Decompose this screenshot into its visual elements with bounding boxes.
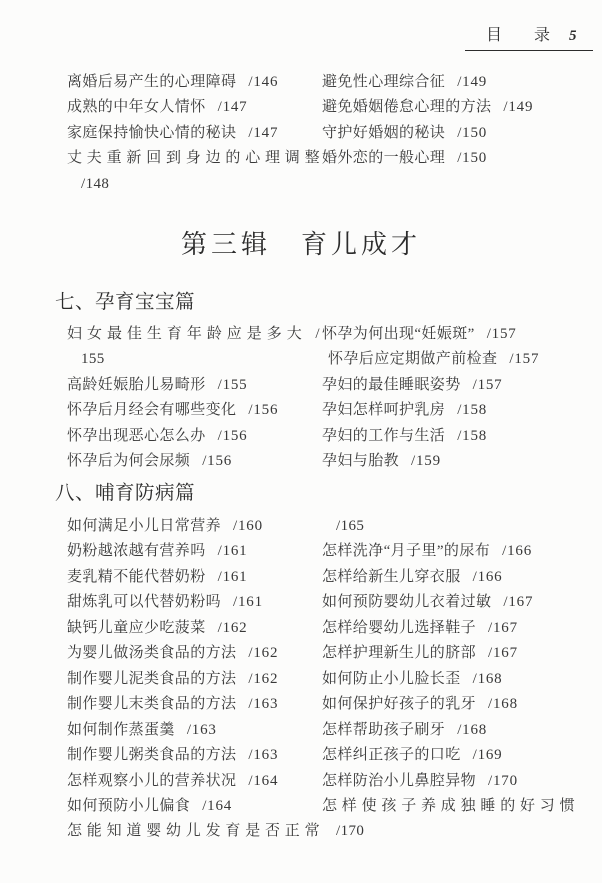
toc-entry	[322, 373, 575, 398]
toc-entry-title: 避免性心理综合征	[322, 74, 446, 90]
toc-entry	[67, 514, 320, 539]
toc-entry-page: /166	[472, 568, 503, 585]
toc-entry-title: 怎样帮助孩子刷牙	[322, 721, 446, 738]
toc-entry-title: 怎样纠正孩子的口吃	[322, 747, 461, 764]
toc-entry	[322, 819, 575, 844]
toc-block-section-8	[67, 514, 577, 845]
toc-entry-title: 怀孕出现恶心怎么办	[67, 427, 206, 444]
toc-entry-page: /168	[472, 670, 503, 687]
toc-entry	[322, 769, 575, 794]
toc-entry-title: 高龄妊娠胎儿易畸形	[67, 376, 206, 393]
toc-entry	[322, 146, 575, 171]
toc-entry	[67, 565, 320, 590]
toc-entry-page: /150	[457, 150, 488, 167]
section-title-7: 七、孕育宝宝篇	[55, 292, 196, 313]
toc-entry-page: /160	[233, 518, 263, 534]
toc-entry	[322, 718, 575, 743]
header-title-char-lu: 录	[534, 27, 551, 44]
toc-entry	[322, 641, 575, 666]
toc-entry	[67, 322, 320, 347]
toc-entry	[67, 121, 320, 146]
toc-entry-title: 怀孕为何出现“妊娠斑”	[322, 326, 475, 342]
toc-entry-title: 如何预防婴幼儿衣着过敏	[322, 594, 492, 611]
toc-entry-title: 孕妇怎样呵护乳房	[322, 402, 446, 419]
toc-entry-page: /163	[248, 696, 279, 713]
toc-entry	[322, 95, 575, 120]
toc-entry	[322, 794, 575, 819]
toc-entry-title: /148	[81, 175, 110, 192]
toc-entry-title: 制作婴儿末类食品的方法	[67, 696, 237, 713]
toc-entry-page: /147	[217, 99, 248, 116]
toc-entry	[322, 347, 575, 372]
toc-entry	[322, 449, 575, 474]
toc-entry-title: 妇女最佳生育年龄应是多大 /	[67, 326, 320, 342]
toc-entry-title: 奶粉越浓越有营养吗	[67, 543, 206, 560]
toc-entry	[67, 667, 320, 692]
toc-entry-page: /157	[509, 351, 540, 368]
toc-entry-title: 离婚后易产生的心理障碍	[67, 74, 237, 90]
toc-entry-title: 如何制作蒸蛋羹	[67, 721, 175, 738]
toc-entry-title: 如何防止小儿脸长歪	[322, 670, 461, 687]
toc-entry-page: /167	[503, 594, 534, 611]
toc-entry	[67, 819, 320, 844]
toc-entry-page: /164	[202, 797, 233, 814]
toc-entry-page: /158	[457, 402, 488, 419]
toc-entry	[67, 743, 320, 768]
toc-entry	[322, 398, 575, 423]
toc-entry	[67, 347, 320, 372]
toc-entry-page: /163	[186, 721, 217, 738]
toc-entry-title: /170	[336, 823, 365, 840]
toc-entry-title: 丈夫重新回到身边的心理调整	[67, 150, 320, 167]
toc-entry	[322, 590, 575, 615]
toc-entry-page: /168	[457, 721, 488, 738]
toc-entry-page: /167	[488, 619, 518, 636]
toc-entry-page: /161	[233, 594, 263, 611]
toc-entry-title: 如何预防小儿偏食	[67, 797, 191, 814]
toc-entry-page: /156	[202, 453, 233, 470]
toc-entry	[67, 70, 320, 95]
toc-entry-page: /168	[488, 696, 518, 713]
toc-entry-title: 守护好婚姻的秘诀	[322, 124, 446, 141]
toc-entry	[322, 667, 575, 692]
toc-entry	[67, 794, 320, 819]
toc-entry-page: /156	[217, 427, 248, 444]
toc-entry-page: /156	[248, 402, 279, 419]
toc-entry	[67, 539, 320, 564]
toc-entry-title: 麦乳精不能代替奶粉	[67, 568, 206, 585]
toc-entry-title: 怀孕后应定期做产前检查	[328, 351, 498, 368]
toc-entry-page: /161	[217, 543, 248, 560]
toc-column-right	[322, 70, 575, 172]
toc-entry-title: 为婴儿做汤类食品的方法	[67, 645, 237, 662]
header-page-number: 5	[569, 28, 577, 44]
toc-entry	[67, 718, 320, 743]
toc-entry-page: /150	[457, 124, 488, 141]
toc-entry-title: 怎样护理新生儿的脐部	[322, 645, 477, 662]
toc-entry-page: /149	[503, 99, 534, 116]
toc-entry-title: 缺钙儿童应少吃菠菜	[67, 619, 206, 636]
toc-entry	[67, 590, 320, 615]
toc-entry	[322, 692, 575, 717]
toc-entry-page: /170	[488, 772, 518, 789]
toc-entry-title: /165	[336, 518, 365, 534]
toc-entry	[67, 172, 320, 197]
toc-entry	[67, 692, 320, 717]
toc-entry	[67, 373, 320, 398]
toc-entry-title: 怎样给婴幼儿选择鞋子	[322, 619, 477, 636]
toc-entry-title: 155	[81, 351, 105, 368]
toc-entry-page: /155	[217, 376, 248, 393]
toc-entry	[322, 424, 575, 449]
toc-entry-title: 婚外恋的一般心理	[322, 150, 446, 167]
section-title-8: 八、哺育防病篇	[55, 483, 196, 504]
toc-block-previous-section	[67, 70, 577, 197]
toc-entry	[67, 95, 320, 120]
toc-entry-page: /164	[248, 772, 279, 789]
toc-entry-title: 怎样防治小儿鼻腔异物	[322, 772, 477, 789]
toc-entry-title: 怎能知道婴幼儿发育是否正常	[67, 823, 320, 840]
toc-entry-title: 孕妇的工作与生活	[322, 427, 446, 444]
toc-column-right	[322, 322, 575, 475]
toc-column-left	[67, 70, 320, 197]
page-header	[465, 22, 593, 51]
toc-entry-title: 怎样给新生儿穿衣服	[322, 568, 461, 585]
toc-entry	[322, 565, 575, 590]
toc-entry	[67, 398, 320, 423]
toc-entry	[67, 769, 320, 794]
toc-entry-title: 孕妇的最佳睡眠姿势	[322, 376, 461, 393]
toc-entry	[67, 146, 320, 171]
toc-entry-page: /169	[472, 747, 503, 764]
toc-entry-page: /158	[457, 427, 488, 444]
toc-entry-page: /163	[248, 747, 279, 764]
toc-entry-title: 怎样洗净“月子里”的尿布	[322, 543, 491, 560]
toc-entry-title: 孕妇与胎教	[322, 453, 400, 470]
toc-entry-page: /167	[488, 645, 518, 662]
toc-entry-page: /159	[411, 453, 441, 470]
toc-entry-page: /146	[248, 74, 279, 90]
toc-entry-page: /161	[217, 568, 248, 585]
toc-entry	[322, 514, 575, 539]
toc-entry	[322, 70, 575, 95]
toc-entry	[67, 641, 320, 666]
toc-entry-page: /162	[248, 670, 279, 687]
toc-entry-page: /162	[248, 645, 279, 662]
toc-entry	[322, 322, 575, 347]
toc-entry	[322, 616, 575, 641]
toc-block-section-7	[67, 322, 577, 475]
toc-entry-page: /162	[217, 619, 248, 636]
toc-column-right	[322, 514, 575, 845]
toc-column-left	[67, 322, 320, 475]
toc-entry-page: /147	[248, 124, 279, 141]
toc-entry	[322, 539, 575, 564]
part-title: 第三辑 育儿成才	[180, 230, 421, 259]
toc-entry	[67, 424, 320, 449]
toc-entry-title: 怀孕后为何会尿频	[67, 453, 191, 470]
toc-entry-page: /157	[486, 326, 517, 342]
toc-entry-title: 甜炼乳可以代替奶粉吗	[67, 594, 222, 611]
toc-entry-page: /149	[457, 74, 488, 90]
toc-entry	[322, 743, 575, 768]
toc-entry-title: 避免婚姻倦怠心理的方法	[322, 99, 492, 116]
toc-entry-title: 制作婴儿泥类食品的方法	[67, 670, 237, 687]
toc-entry-title: 如何保护好孩子的乳牙	[322, 696, 477, 713]
toc-entry	[67, 449, 320, 474]
toc-entry-title: 家庭保持愉快心情的秘诀	[67, 124, 237, 141]
toc-entry	[322, 121, 575, 146]
toc-entry	[67, 616, 320, 641]
toc-entry-title: 怎样使孩子养成独睡的好习惯	[322, 797, 575, 814]
toc-column-left	[67, 514, 320, 845]
header-title-char-mu: 目	[486, 27, 503, 44]
toc-entry-page: /166	[502, 543, 532, 560]
toc-entry-title: 怎样观察小儿的营养状况	[67, 772, 237, 789]
toc-entry-title: 成熟的中年女人情怀	[67, 99, 206, 116]
toc-entry-title: 怀孕后月经会有哪些变化	[67, 402, 237, 419]
toc-entry-title: 如何满足小儿日常营养	[67, 518, 222, 534]
toc-entry-page: /157	[472, 376, 503, 393]
toc-entry-title: 制作婴儿粥类食品的方法	[67, 747, 237, 764]
